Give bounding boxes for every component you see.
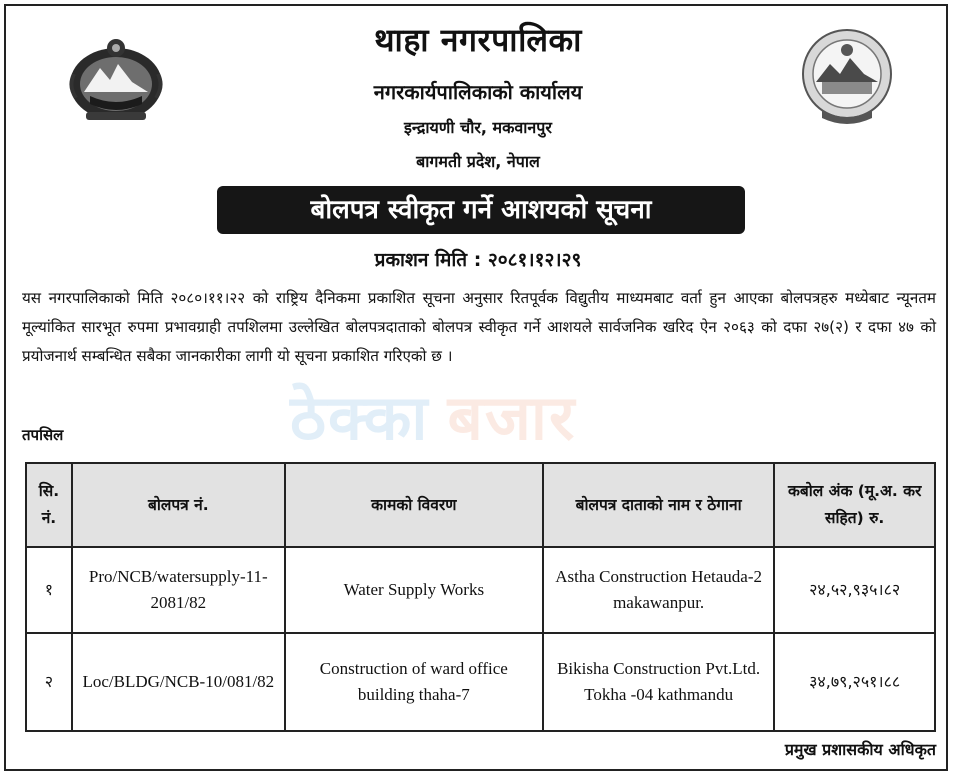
cell-amount: ३४,७९,२५१।८८: [774, 633, 935, 731]
col-header-sn: सि. नं.: [26, 463, 72, 547]
office-name: नगरकार्यपालिकाको कार्यालय: [373, 80, 583, 104]
cell-work: Construction of ward office building thaha-7: [285, 633, 543, 731]
publication-date: प्रकाशन मिति : २०८१।१२।२९: [374, 249, 582, 271]
col-header-work: कामको विवरण: [285, 463, 543, 547]
cell-work: Water Supply Works: [285, 547, 543, 633]
schedule-label: तपसिल: [22, 426, 64, 444]
bid-table: [25, 462, 936, 732]
table-row: [26, 633, 935, 731]
notice-heading: बोलपत्र स्वीकृत गर्ने आशयको सूचना: [217, 186, 745, 234]
cell-sn: १: [26, 547, 72, 633]
col-header-amount: कबोल अंक (मू.अ. कर सहित) रु.: [774, 463, 935, 547]
watermark: [290, 374, 576, 458]
watermark-part2: बजार: [447, 381, 577, 454]
cell-bidder: Astha Construction Hetauda-2 makawanpur.: [543, 547, 774, 633]
watermark-part1: ठेक्का: [290, 381, 430, 454]
cell-sn: २: [26, 633, 72, 731]
province-line: बागमती प्रदेश, नेपाल: [416, 152, 540, 171]
office-address: इन्द्रायणी चौर, मकवानपुर: [404, 118, 552, 137]
cell-bid-no: Loc/BLDG/NCB-10/081/82: [72, 633, 285, 731]
table-row: [26, 547, 935, 633]
cell-bidder: Bikisha Construction Pvt.Ltd. Tokha -04 kathmandu: [543, 633, 774, 731]
cell-amount: २४,५२,९३५।८२: [774, 547, 935, 633]
signatory: प्रमुख प्रशासकीय अधिकृत: [784, 740, 936, 759]
notice-body: यस नगरपालिकाको मिति २०८०।११।२२ को राष्ट्रिय दैनिकमा प्रकाशित सूचना अनुसार रितपूर्वक विद्युतीय माध्यमबाट वर्ता हुन आएका बोलपत्रहरु मध्येबाट न्यूनतम मूल्यांकित सारभूत रुपमा प्रभावग्राही तपशिलमा उल्लेखित बोलपत्रदाताको बोलपत्र स्वीकृत गर्ने आशयले सार्वजनिक खरिद ऐन २०६३ को दफा २७(२) र दफा ४७ को प्रयोजनार्थ सम्बन्धित सबैका जानकारीका लागी यो सूचना प्रकाशित गरिएको छ ।: [22, 289, 936, 365]
municipality-name: थाहा नगरपालिका: [374, 21, 582, 59]
col-header-bidder: बोलपत्र दाताको नाम र ठेगाना: [543, 463, 774, 547]
table-header-row: [26, 463, 935, 547]
cell-bid-no: Pro/NCB/watersupply-11-2081/82: [72, 547, 285, 633]
col-header-bid-no: बोलपत्र नं.: [72, 463, 285, 547]
